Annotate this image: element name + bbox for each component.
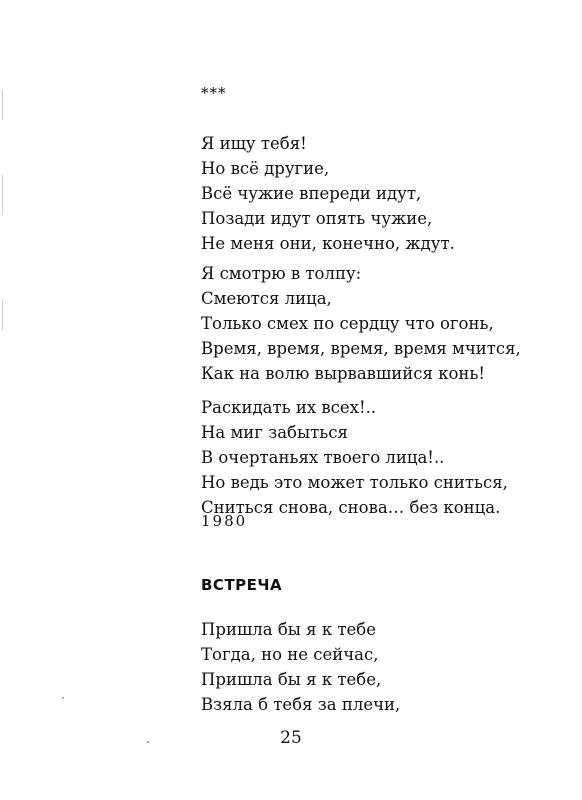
poem-stanza (201, 617, 400, 717)
page-edge-mark (2, 90, 3, 120)
poem-year: 1980 (201, 512, 248, 530)
poem-line: Но ведь это может только сниться, (201, 473, 508, 492)
page-edge-mark (2, 300, 3, 330)
poem-stanza (201, 261, 521, 386)
poem-line: В очертаньях твоего лица!.. (201, 448, 445, 467)
poem-line: Как на волю вырвавшийся конь! (201, 364, 486, 383)
poem-line: Раскидать их всех!.. (201, 398, 377, 417)
poem-line: Только смех по сердцу что огонь, (201, 314, 494, 333)
poem-line: Взяла б тебя за плечи, (201, 695, 401, 714)
poem-line: Смеются лица, (201, 289, 332, 308)
poem-line: Пришла бы я к тебе, (201, 670, 382, 689)
poem-stanza (201, 131, 455, 256)
page-edge-mark (2, 175, 3, 215)
poem-stanza (201, 395, 508, 520)
poem-line: Тогда, но не сейчас, (201, 645, 379, 664)
page-number: 25 (280, 728, 302, 748)
poem-line: Я ищу тебя! (201, 134, 307, 153)
section-separator: *** (201, 84, 227, 102)
poem-line: На миг забыться (201, 423, 348, 442)
speck (62, 697, 64, 699)
poem-line: Пришла бы я к тебе (201, 620, 376, 639)
poem-line: Сниться снова, снова… без конца. (201, 498, 501, 517)
poem-line: Я смотрю в толпу: (201, 264, 362, 283)
poem-line: Время, время, время, время мчится, (201, 339, 521, 358)
poem-line: Но всё другие, (201, 159, 330, 178)
poem-line: Не меня они, конечно, ждут. (201, 234, 455, 253)
poem-line: Всё чужие впереди идут, (201, 184, 422, 203)
poem-title: ВСТРЕЧА (201, 576, 283, 594)
poem-line: Позади идут опять чужие, (201, 209, 433, 228)
